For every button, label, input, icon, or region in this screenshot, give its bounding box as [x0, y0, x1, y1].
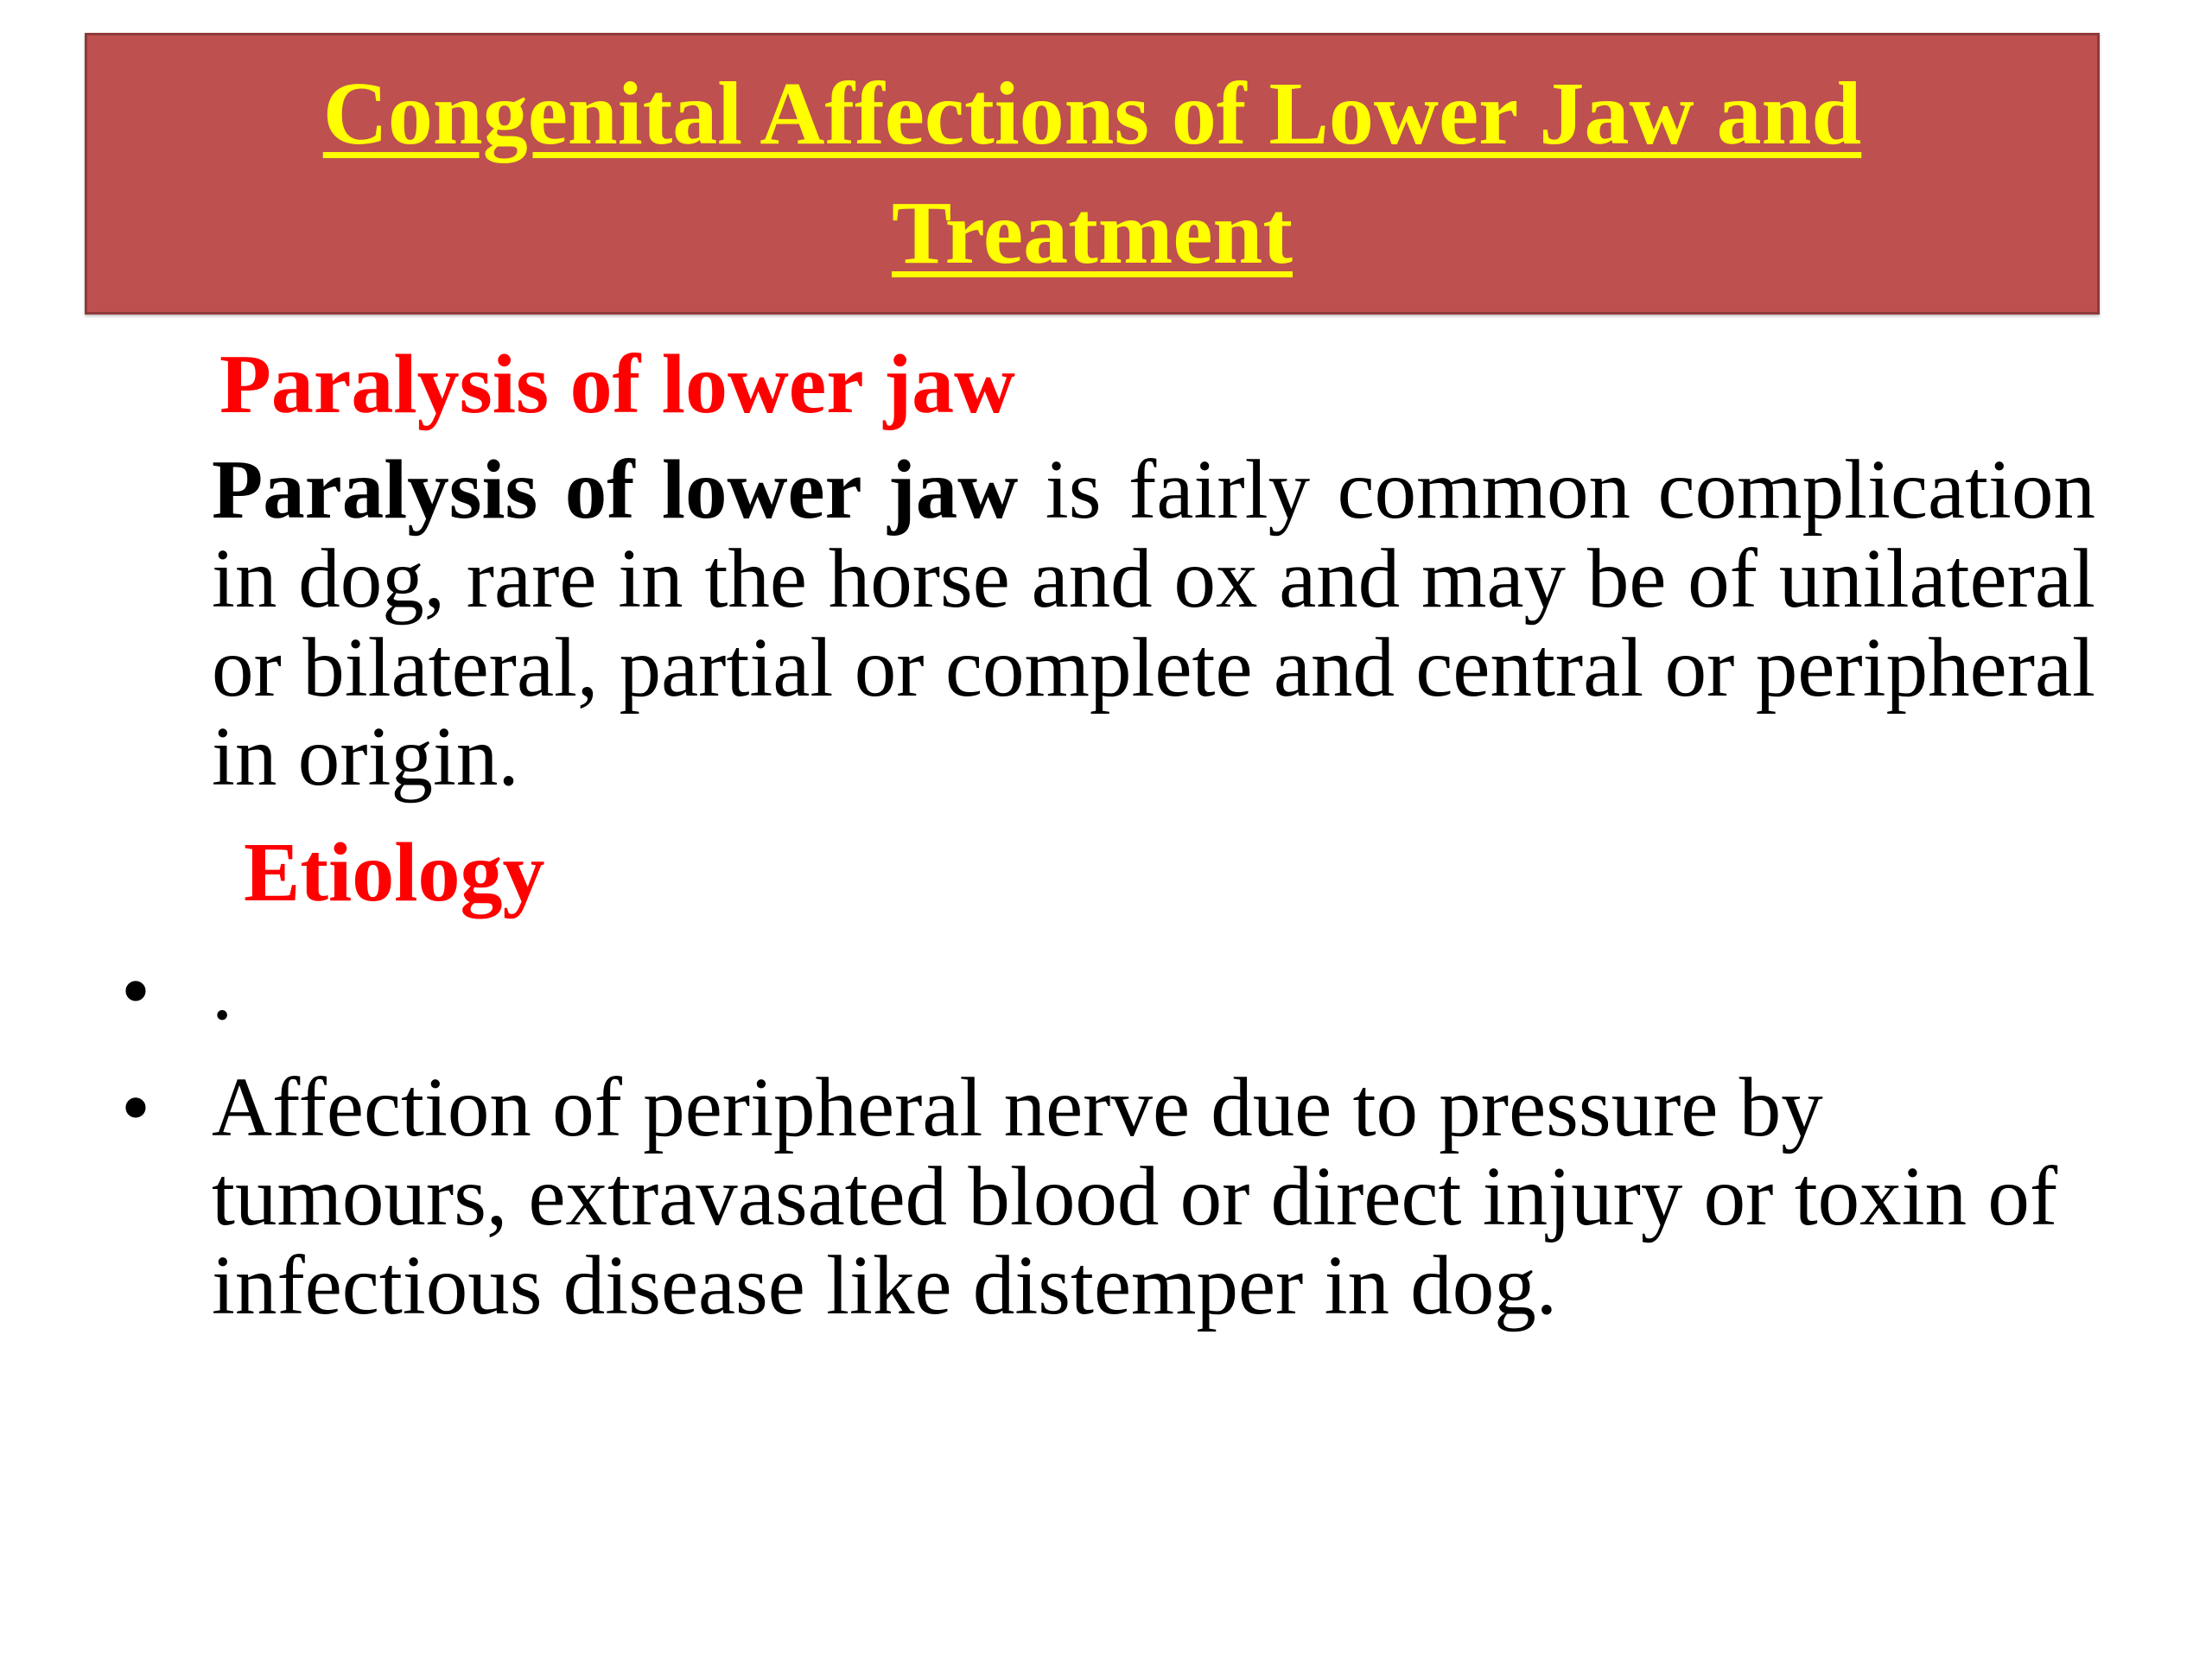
list-item	[121, 946, 2108, 1035]
section-heading-paralysis: Paralysis of lower jaw	[219, 338, 1015, 431]
bullet-icon: •	[121, 1061, 150, 1154]
section-heading-etiology: Etiology	[244, 826, 545, 919]
bullet-icon: •	[121, 944, 150, 1037]
paragraph-body: is fairly common complication in dog, rare in the horse and ox and may be of unilateral or bilateral, partial or complete and central or peripheral in origin.	[212, 443, 2095, 803]
etiology-bullet-list	[121, 946, 2108, 1357]
paragraph-lead-bold: Paralysis of lower jaw	[212, 443, 1019, 536]
slide-title: Congenital Affections of Lower Jaw and Treatment	[322, 64, 1862, 283]
paralysis-paragraph	[212, 445, 2095, 801]
bullet-text: .	[212, 944, 233, 1037]
bullet-text: Affection of peripheral nerve due to pressure by tumours, extravasated blood or direct injury or toxin of infectious disease like distemper in dog.	[212, 1061, 2058, 1332]
list-item	[121, 1063, 2108, 1330]
title-banner	[85, 33, 2100, 315]
